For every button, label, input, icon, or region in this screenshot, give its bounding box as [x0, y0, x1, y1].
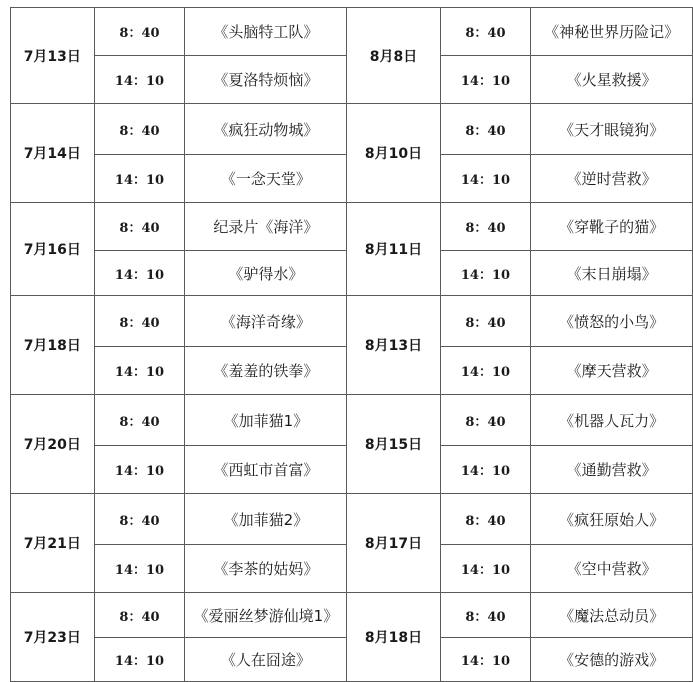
right-film-title-cell: 《空中营救》	[531, 545, 693, 593]
right-showtime-cell: 14：10	[440, 347, 531, 395]
table-row	[11, 8, 693, 56]
left-showtime-cell: 8：40	[94, 104, 185, 155]
right-showtime-cell: 8：40	[440, 203, 531, 251]
right-date-cell: 8月15日	[347, 395, 440, 494]
left-date-cell: 7月16日	[11, 203, 95, 296]
left-showtime-cell: 14：10	[94, 446, 185, 494]
right-film-title-cell: 《机器人瓦力》	[531, 395, 693, 446]
right-film-title-cell: 《魔法总动员》	[531, 593, 693, 638]
left-showtime-cell: 14：10	[94, 251, 185, 296]
right-film-title-cell: 《逆时营救》	[531, 155, 693, 203]
table-row	[11, 494, 693, 545]
left-date-cell: 7月13日	[11, 8, 95, 104]
left-film-title-cell: 《疯狂动物城》	[185, 104, 347, 155]
right-film-title-cell: 《安德的游戏》	[531, 638, 693, 682]
right-film-title-cell: 《火星救援》	[531, 56, 693, 104]
left-showtime-cell: 14：10	[94, 56, 185, 104]
left-film-title-cell: 《驴得水》	[185, 251, 347, 296]
left-showtime-cell: 8：40	[94, 203, 185, 251]
left-showtime-cell: 14：10	[94, 545, 185, 593]
left-film-title-cell: 《头脑特工队》	[185, 8, 347, 56]
table-row	[11, 104, 693, 155]
table-row	[11, 203, 693, 251]
table-row	[11, 395, 693, 446]
left-film-title-cell: 《海洋奇缘》	[185, 296, 347, 347]
left-showtime-cell: 8：40	[94, 296, 185, 347]
table-row	[11, 296, 693, 347]
left-film-title-cell: 《爱丽丝梦游仙境1》	[185, 593, 347, 638]
right-date-cell: 8月8日	[347, 8, 440, 104]
right-showtime-cell: 8：40	[440, 395, 531, 446]
left-film-title-cell: 《李茶的姑妈》	[185, 545, 347, 593]
left-film-title-cell: 《羞羞的铁拳》	[185, 347, 347, 395]
left-film-title-cell: 《一念天堂》	[185, 155, 347, 203]
right-date-cell: 8月18日	[347, 593, 440, 682]
right-film-title-cell: 《末日崩塌》	[531, 251, 693, 296]
movie-schedule-table	[10, 7, 693, 682]
left-film-title-cell: 《夏洛特烦恼》	[185, 56, 347, 104]
right-film-title-cell: 《摩天营救》	[531, 347, 693, 395]
left-showtime-cell: 14：10	[94, 638, 185, 682]
right-showtime-cell: 14：10	[440, 251, 531, 296]
left-film-title-cell: 纪录片《海洋》	[185, 203, 347, 251]
right-showtime-cell: 14：10	[440, 638, 531, 682]
left-date-cell: 7月14日	[11, 104, 95, 203]
left-showtime-cell: 8：40	[94, 395, 185, 446]
right-film-title-cell: 《通勤营救》	[531, 446, 693, 494]
right-date-cell: 8月10日	[347, 104, 440, 203]
left-film-title-cell: 《加菲猫1》	[185, 395, 347, 446]
left-date-cell: 7月20日	[11, 395, 95, 494]
left-film-title-cell: 《加菲猫2》	[185, 494, 347, 545]
left-date-cell: 7月18日	[11, 296, 95, 395]
right-film-title-cell: 《天才眼镜狗》	[531, 104, 693, 155]
right-film-title-cell: 《疯狂原始人》	[531, 494, 693, 545]
left-showtime-cell: 8：40	[94, 494, 185, 545]
right-showtime-cell: 8：40	[440, 104, 531, 155]
left-film-title-cell: 《人在囧途》	[185, 638, 347, 682]
right-film-title-cell: 《神秘世界历险记》	[531, 8, 693, 56]
right-showtime-cell: 14：10	[440, 545, 531, 593]
left-showtime-cell: 14：10	[94, 155, 185, 203]
right-showtime-cell: 8：40	[440, 494, 531, 545]
right-showtime-cell: 8：40	[440, 296, 531, 347]
schedule-body	[11, 8, 693, 682]
left-date-cell: 7月21日	[11, 494, 95, 593]
table-row	[11, 593, 693, 638]
right-film-title-cell: 《愤怒的小鸟》	[531, 296, 693, 347]
left-showtime-cell: 14：10	[94, 347, 185, 395]
right-showtime-cell: 14：10	[440, 56, 531, 104]
right-showtime-cell: 8：40	[440, 593, 531, 638]
right-date-cell: 8月11日	[347, 203, 440, 296]
left-showtime-cell: 8：40	[94, 593, 185, 638]
left-date-cell: 7月23日	[11, 593, 95, 682]
right-date-cell: 8月17日	[347, 494, 440, 593]
right-showtime-cell: 8：40	[440, 8, 531, 56]
left-showtime-cell: 8：40	[94, 8, 185, 56]
right-showtime-cell: 14：10	[440, 446, 531, 494]
right-date-cell: 8月13日	[347, 296, 440, 395]
right-film-title-cell: 《穿靴子的猫》	[531, 203, 693, 251]
right-showtime-cell: 14：10	[440, 155, 531, 203]
left-film-title-cell: 《西虹市首富》	[185, 446, 347, 494]
